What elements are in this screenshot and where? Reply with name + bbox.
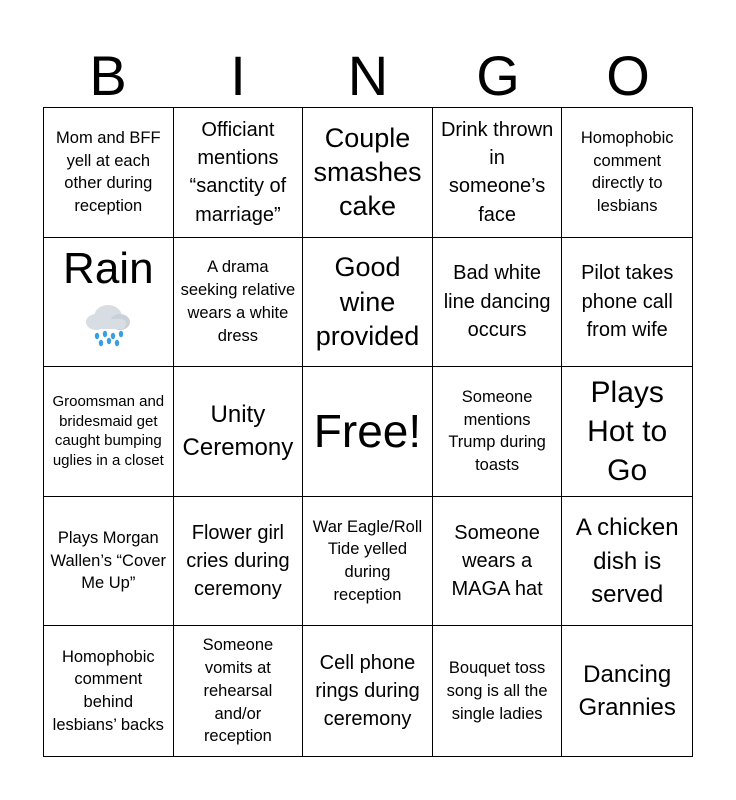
bingo-cell-i3[interactable] (174, 367, 304, 497)
header-letter-g: G (476, 44, 520, 107)
bingo-cell-n1[interactable] (303, 108, 433, 238)
bingo-cell-b2[interactable] (44, 238, 174, 368)
cell-text: A drama seeking relative wears a white dress (180, 258, 296, 345)
bingo-cell-o5[interactable] (562, 626, 692, 756)
bingo-cell-b1[interactable] (44, 108, 174, 238)
bingo-cell-i5[interactable] (174, 626, 304, 756)
cell-text: Homophobic comment directly to lesbians (580, 128, 674, 216)
bingo-cell-g4[interactable] (433, 497, 563, 627)
bingo-cell-g2[interactable] (433, 238, 563, 368)
header-letter-n: N (347, 44, 389, 107)
cell-text: Dancing Grannies (578, 661, 676, 722)
cell-text: Couple smashes cake (313, 122, 422, 222)
rain-cloud-icon (80, 297, 136, 357)
cell-text: Plays Morgan Wallen’s “Cover Me Up” (50, 528, 167, 593)
bingo-cell-i1[interactable] (174, 108, 304, 238)
bingo-card (43, 107, 693, 757)
cell-text: Officiant mentions “sanctity of marriage” (189, 118, 287, 226)
bingo-cell-i4[interactable] (174, 497, 304, 627)
cell-text: Bouquet toss song is all the single ladies (446, 659, 548, 723)
cell-text: A chicken dish is served (575, 514, 679, 608)
cell-text: Someone mentions Trump during toasts (448, 387, 546, 475)
bingo-cell-g3[interactable] (433, 367, 563, 497)
bingo-cell-b4[interactable] (44, 497, 174, 627)
cell-text: Plays Hot to Go (587, 375, 668, 487)
bingo-cell-i2[interactable] (174, 238, 304, 368)
bingo-cell-o2[interactable] (562, 238, 692, 368)
cell-text: Someone vomits at rehearsal and/or reception (202, 636, 274, 746)
bingo-cell-o1[interactable] (562, 108, 692, 238)
cell-text: Unity Ceremony (182, 401, 294, 462)
cell-text: Flower girl cries during ceremony (186, 521, 290, 601)
cell-text: Cell phone rings during ceremony (315, 651, 420, 731)
cell-text: Homophobic comment behind lesbians’ backs (52, 647, 164, 734)
bingo-cell-o4[interactable] (562, 497, 692, 627)
header-letter-i: I (230, 44, 246, 107)
cell-text: War Eagle/Roll Tide yelled during reception (312, 517, 423, 604)
bingo-cell-n2[interactable] (303, 238, 433, 368)
cell-text: Rain (63, 243, 154, 293)
bingo-header (43, 40, 693, 108)
bingo-cell-n4[interactable] (303, 497, 433, 627)
bingo-cell-n5[interactable] (303, 626, 433, 756)
bingo-cell-b5[interactable] (44, 626, 174, 756)
bingo-cell-free[interactable] (303, 367, 433, 497)
free-space-text: Free! (313, 405, 422, 458)
header-letter-b: B (89, 44, 127, 107)
cell-text: Bad white line dancing occurs (443, 262, 551, 342)
bingo-cell-g5[interactable] (433, 626, 563, 756)
cell-text: Drink thrown in someone’s face (440, 118, 554, 226)
cell-text: Groomsman and bridesmaid get caught bumping uglies in a closet (52, 392, 165, 470)
cell-text: Pilot takes phone call from wife (581, 262, 674, 342)
cell-text: Someone wears a MAGA hat (451, 521, 543, 601)
bingo-cell-b3[interactable] (44, 367, 174, 497)
header-letter-o: O (606, 44, 650, 107)
bingo-cell-o3[interactable] (562, 367, 692, 497)
cell-text: Mom and BFF yell at each other during reception (56, 128, 161, 216)
bingo-cell-g1[interactable] (433, 108, 563, 238)
cell-text: Good wine provided (315, 252, 420, 352)
